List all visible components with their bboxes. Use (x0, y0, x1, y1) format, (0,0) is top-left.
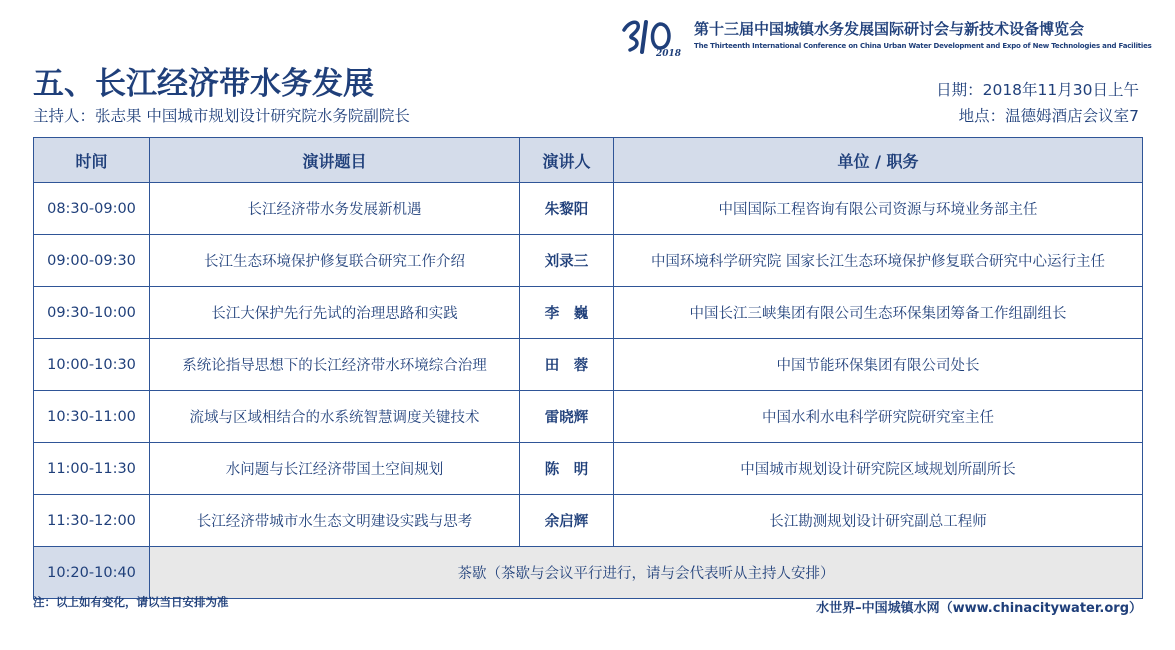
table-row (34, 443, 1143, 495)
topic-cell: 流域与区域相结合的水系统智慧调度关键技术 (150, 391, 520, 443)
table-row (34, 339, 1143, 391)
time-cell: 10:30-11:00 (34, 391, 150, 443)
topic-cell: 水问题与长江经济带国土空间规划 (150, 443, 520, 495)
header-time: 时间 (34, 138, 150, 183)
header-topic: 演讲题目 (150, 138, 520, 183)
table-row (34, 391, 1143, 443)
organization-cell: 中国国际工程咨询有限公司资源与环境业务部主任 (614, 183, 1143, 235)
time-cell: 11:30-12:00 (34, 495, 150, 547)
tea-break-row (34, 547, 1143, 599)
footer-website: 水世界–中国城镇水网（www.chinacitywater.org） (816, 601, 1142, 616)
time-cell: 08:30-09:00 (34, 183, 150, 235)
speaker-cell: 陈 明 (520, 443, 614, 495)
logo-year: 2018 (656, 49, 682, 58)
speaker-cell: 余启辉 (520, 495, 614, 547)
table-header-row (34, 138, 1143, 183)
speaker-cell: 刘录三 (520, 235, 614, 287)
table-row (34, 495, 1143, 547)
header-organization: 单位 / 职务 (614, 138, 1143, 183)
topic-cell: 长江经济带水务发展新机遇 (150, 183, 520, 235)
time-cell: 11:00-11:30 (34, 443, 150, 495)
session-venue: 地点：温德姆酒店会议室7 (958, 107, 1139, 125)
table-row (34, 235, 1143, 287)
topic-cell: 系统论指导思想下的长江经济带水环境综合治理 (150, 339, 520, 391)
speaker-cell: 雷晓辉 (520, 391, 614, 443)
organization-cell: 长江勘测规划设计研究副总工程师 (614, 495, 1143, 547)
host-info: 主持人：张志果 中国城市规划设计研究院水务院副院长 (33, 107, 410, 125)
header-speaker: 演讲人 (520, 138, 614, 183)
topic-cell: 长江大保护先行先试的治理思路和实践 (150, 287, 520, 339)
table-row (34, 183, 1143, 235)
organization-cell: 中国长江三峡集团有限公司生态环保集团筹备工作组副组长 (614, 287, 1143, 339)
conference-title-cn: 第十三届中国城镇水务发展国际研讨会与新技术设备博览会 (694, 20, 1085, 38)
organization-cell: 中国环境科学研究院 国家长江生态环境保护修复联合研究中心运行主任 (614, 235, 1143, 287)
break-text-cell: 茶歇（茶歇与会议平行进行，请与会代表听从主持人安排） (150, 547, 1143, 599)
organization-cell: 中国城市规划设计研究院区域规划所副所长 (614, 443, 1143, 495)
organization-cell: 中国节能环保集团有限公司处长 (614, 339, 1143, 391)
time-cell: 10:00-10:30 (34, 339, 150, 391)
organization-cell: 中国水利水电科学研究院研究室主任 (614, 391, 1143, 443)
speaker-cell: 朱黎阳 (520, 183, 614, 235)
footer-note: 注：以上如有变化，请以当日安排为准 (33, 595, 229, 609)
speaker-cell: 李 巍 (520, 287, 614, 339)
speaker-cell: 田 蓉 (520, 339, 614, 391)
section-title: 五、长江经济带水务发展 (33, 66, 374, 102)
break-time-cell: 10:20-10:40 (34, 547, 150, 599)
topic-cell: 长江经济带城市水生态文明建设实践与思考 (150, 495, 520, 547)
schedule-table (33, 137, 1143, 599)
topic-cell: 长江生态环境保护修复联合研究工作介绍 (150, 235, 520, 287)
table-row (34, 287, 1143, 339)
conference-logo (620, 14, 686, 58)
conference-title-en: The Thirteenth International Conference on China Urban Water Development and Expo of New Technologies and Facilities (694, 42, 1152, 50)
session-date: 日期：2018年11月30日上午 (936, 81, 1139, 99)
time-cell: 09:00-09:30 (34, 235, 150, 287)
time-cell: 09:30-10:00 (34, 287, 150, 339)
